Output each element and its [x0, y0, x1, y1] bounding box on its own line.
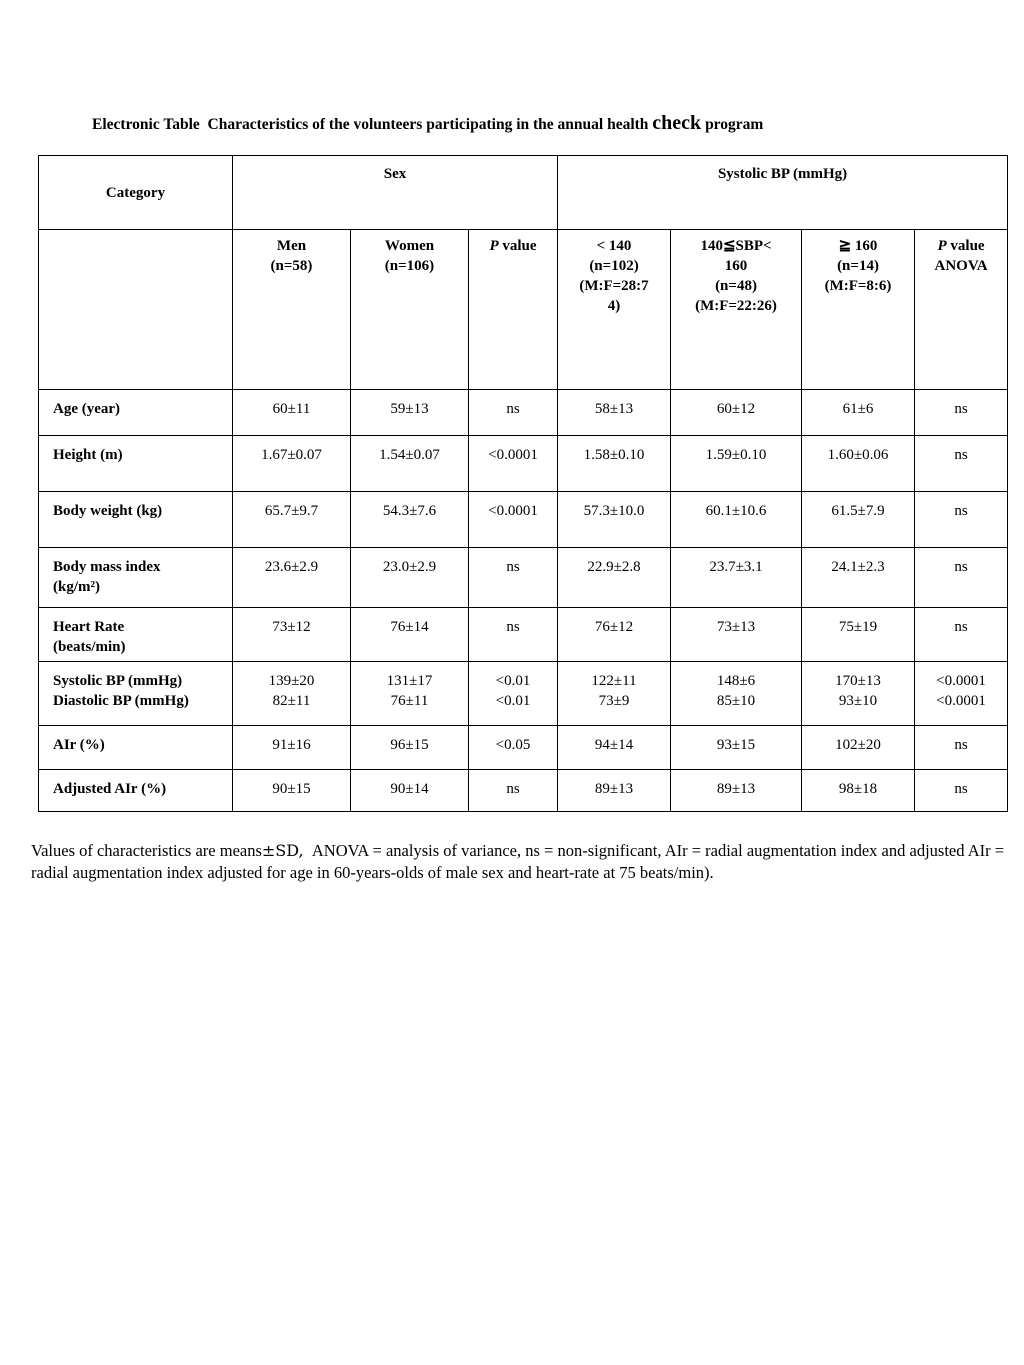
column-header-line [351, 236, 468, 256]
table-row [39, 770, 1008, 812]
cell-value: 170±13 [835, 673, 881, 689]
footnote-part2: ±SD, [261, 841, 304, 860]
column-header-line [671, 256, 801, 276]
column-header-text: Men [276, 238, 307, 254]
table-cell [558, 390, 671, 436]
table-row [39, 492, 1008, 548]
table-cell [671, 390, 802, 436]
column-header [671, 230, 802, 390]
table-cell [351, 662, 469, 726]
cell-value: 23.6±2.9 [264, 559, 319, 575]
table-cell [469, 608, 558, 662]
column-header-row [39, 230, 1008, 390]
row-label [39, 608, 233, 662]
table-cell [558, 770, 671, 812]
row-label-line: AIr (%) [53, 737, 105, 753]
cell-value: 85±10 [716, 693, 756, 709]
row-label-line: Height (m) [53, 447, 123, 463]
table-cell [558, 608, 671, 662]
row-label-line: Body mass index [53, 559, 161, 575]
table-cell [233, 770, 351, 812]
cell-value: ns [954, 401, 968, 417]
cell-value: 73±13 [716, 619, 756, 635]
cell-value: 76±14 [390, 619, 429, 635]
column-header-line [671, 276, 801, 296]
sex-group-header [233, 156, 558, 230]
table-cell [233, 492, 351, 548]
column-header [802, 230, 915, 390]
group-header-row [39, 156, 1008, 230]
cell-value: 60.1±10.6 [705, 503, 767, 519]
row-label-line: Adjusted AIr (%) [53, 781, 167, 797]
column-header-text: (n=48) [715, 278, 757, 294]
cell-value: 122±11 [591, 673, 637, 689]
table-cell [671, 608, 802, 662]
column-header-line [915, 256, 1007, 276]
table-row [39, 390, 1008, 436]
column-header-blank [39, 230, 233, 390]
table-row [39, 726, 1008, 770]
characteristics-table [38, 155, 1008, 812]
column-header [558, 230, 671, 390]
table-cell [671, 548, 802, 608]
column-header-text: < 140 [596, 238, 632, 254]
category-header [39, 156, 233, 230]
cell-value: <0.0001 [488, 503, 538, 519]
cell-value: 82±11 [272, 693, 311, 709]
cell-value: 73±12 [272, 619, 311, 635]
column-header-line [671, 296, 801, 316]
table-cell [802, 390, 915, 436]
cell-value: 58±13 [594, 401, 634, 417]
column-header-text: value [946, 238, 985, 254]
column-header-line [802, 256, 914, 276]
column-header-text: (M:F=28:7 [579, 278, 649, 294]
table-cell [469, 436, 558, 492]
cell-value: ns [506, 401, 520, 417]
table-cell [233, 390, 351, 436]
table-cell [671, 492, 802, 548]
cell-value: 94±14 [594, 737, 634, 753]
table-cell [233, 436, 351, 492]
cell-value: ns [954, 619, 968, 635]
table-cell [351, 726, 469, 770]
cell-value: 131±17 [386, 673, 433, 689]
table-cell [469, 770, 558, 812]
table-cell [802, 436, 915, 492]
cell-value: 54.3±7.6 [382, 503, 437, 519]
title-main: Characteristics of the volunteers participating in the annual health [207, 116, 649, 133]
title-suffix: program [705, 116, 764, 133]
cell-value: <0.01 [495, 673, 531, 689]
row-label-line: Diastolic BP (mmHg) [53, 693, 189, 709]
table-cell [469, 390, 558, 436]
table-cell [915, 726, 1008, 770]
row-label [39, 770, 233, 812]
table-cell [802, 770, 915, 812]
row-label [39, 548, 233, 608]
cell-value: 75±19 [838, 619, 878, 635]
table-cell [915, 662, 1008, 726]
cell-value: 1.67±0.07 [261, 447, 322, 463]
table-cell [351, 390, 469, 436]
cell-value: 93±10 [838, 693, 878, 709]
row-label-line: Heart Rate [53, 619, 125, 635]
cell-value: 91±16 [272, 737, 311, 753]
cell-value: <0.0001 [488, 447, 538, 463]
column-header-italic: P [489, 238, 499, 254]
table-cell [915, 770, 1008, 812]
row-label-line: (beats/min) [53, 639, 126, 655]
table-cell [802, 726, 915, 770]
table-cell [671, 662, 802, 726]
table-cell [802, 492, 915, 548]
column-header-text: (n=102) [589, 258, 639, 274]
column-header [915, 230, 1008, 390]
column-header [469, 230, 558, 390]
cell-value: ns [954, 559, 968, 575]
column-header-italic: P [937, 238, 947, 254]
table-cell [233, 608, 351, 662]
cell-value: 1.54±0.07 [379, 447, 440, 463]
cell-value: 89±13 [594, 781, 634, 797]
column-header-line [802, 276, 914, 296]
footnote-part3: ANOVA = analysis of variance, ns = non-significant, AIr = radial augmentation index and adjusted AIr = radial augmentation index adjusted for age in 60-years-olds of male sex and heart-rate at 75 beats/min). [31, 841, 1005, 882]
cell-value: 61.5±7.9 [831, 503, 885, 519]
table-cell [469, 726, 558, 770]
column-header-text: Women [384, 238, 435, 254]
cell-value: 90±15 [272, 781, 311, 797]
row-label [39, 662, 233, 726]
cell-value: ns [506, 619, 520, 635]
table-cell [802, 548, 915, 608]
column-header [233, 230, 351, 390]
column-header-line [671, 236, 801, 256]
column-header-line [915, 236, 1007, 256]
cell-value: 90±14 [390, 781, 429, 797]
column-header-line [351, 256, 468, 276]
cell-value: 1.58±0.10 [583, 447, 645, 463]
column-header-line [469, 236, 557, 256]
cell-value: <0.05 [495, 737, 531, 753]
cell-value: 76±11 [390, 693, 429, 709]
cell-value: 93±15 [716, 737, 756, 753]
cell-value: 57.3±10.0 [583, 503, 645, 519]
row-label [39, 436, 233, 492]
table-cell [233, 726, 351, 770]
cell-value: 59±13 [390, 401, 429, 417]
title-check-word: check [652, 112, 702, 134]
cell-value: 23.7±3.1 [709, 559, 763, 575]
cell-value: 76±12 [594, 619, 634, 635]
table-cell [233, 662, 351, 726]
cell-value: 60±11 [272, 401, 311, 417]
table-title [92, 112, 992, 135]
category-header-label: Category [105, 184, 166, 201]
table-cell [802, 662, 915, 726]
column-header-text: ANOVA [934, 258, 988, 274]
table-cell [351, 608, 469, 662]
column-header-text: (M:F=8:6) [824, 278, 892, 294]
column-header-line [233, 256, 350, 276]
column-header-text: ≧ 160 [838, 238, 878, 254]
table-cell [671, 436, 802, 492]
column-header-text: 140≦SBP< [700, 238, 772, 254]
table-cell [915, 492, 1008, 548]
table-cell [671, 726, 802, 770]
column-header-text: value [498, 238, 537, 254]
cell-value: 65.7±9.7 [264, 503, 319, 519]
table-cell [802, 608, 915, 662]
cell-value: 1.60±0.06 [827, 447, 889, 463]
cell-value: 61±6 [842, 401, 874, 417]
cell-value: ns [954, 781, 968, 797]
table-cell [915, 548, 1008, 608]
column-header-line [558, 256, 670, 276]
cell-value: ns [506, 559, 520, 575]
title-prefix: Electronic Table [92, 116, 200, 133]
cell-value: ns [954, 737, 968, 753]
cell-value: 24.1±2.3 [831, 559, 885, 575]
cell-value: 1.59±0.10 [705, 447, 767, 463]
row-label-line: Body weight (kg) [53, 503, 163, 519]
cell-value: <0.01 [495, 693, 531, 709]
cell-value: <0.0001 [936, 693, 986, 709]
sbp-group-label: Systolic BP (mmHg) [717, 166, 848, 182]
table-row [39, 662, 1008, 726]
column-header-text: (n=106) [384, 258, 435, 274]
table-cell [671, 770, 802, 812]
cell-value: 102±20 [835, 737, 881, 753]
table-cell [351, 492, 469, 548]
column-header-line [558, 276, 670, 296]
column-header-line [558, 296, 670, 316]
sbp-group-header [558, 156, 1008, 230]
column-header-line [233, 236, 350, 256]
row-label-line: (kg/m²) [53, 579, 100, 595]
table-cell [558, 548, 671, 608]
sex-group-label: Sex [383, 166, 407, 182]
table-cell [558, 436, 671, 492]
column-header [351, 230, 469, 390]
cell-value: ns [506, 781, 520, 797]
table-cell [233, 548, 351, 608]
table-cell [469, 492, 558, 548]
table-cell [351, 548, 469, 608]
column-header-line [558, 236, 670, 256]
column-header-line [802, 236, 914, 256]
cell-value: <0.0001 [936, 673, 986, 689]
column-header-text: (M:F=22:26) [695, 298, 777, 314]
row-label [39, 726, 233, 770]
table-cell [558, 726, 671, 770]
table-cell [915, 608, 1008, 662]
cell-value: 139±20 [268, 673, 315, 689]
column-header-text: 160 [724, 258, 748, 274]
column-header-text: 4) [607, 298, 621, 314]
cell-value: ns [954, 503, 968, 519]
table-row [39, 548, 1008, 608]
table-cell [351, 436, 469, 492]
table-cell [915, 390, 1008, 436]
cell-value: 60±12 [716, 401, 756, 417]
row-label [39, 492, 233, 548]
row-label-line: Age (year) [53, 401, 121, 417]
column-header-text: (n=14) [837, 258, 879, 274]
table-cell [469, 662, 558, 726]
row-label [39, 390, 233, 436]
table-cell [558, 662, 671, 726]
table-cell [915, 436, 1008, 492]
row-label-line: Systolic BP (mmHg) [53, 673, 183, 689]
table-row [39, 608, 1008, 662]
table-row [39, 436, 1008, 492]
cell-value: 73±9 [598, 693, 630, 709]
table-footnote [31, 840, 1021, 884]
table-cell [469, 548, 558, 608]
cell-value: ns [954, 447, 968, 463]
table-cell [351, 770, 469, 812]
cell-value: 96±15 [390, 737, 429, 753]
cell-value: 89±13 [716, 781, 756, 797]
cell-value: 98±18 [838, 781, 878, 797]
column-header-text: (n=58) [270, 258, 313, 274]
cell-value: 22.9±2.8 [587, 559, 641, 575]
table-cell [558, 492, 671, 548]
cell-value: 148±6 [716, 673, 756, 689]
cell-value: 23.0±2.9 [382, 559, 437, 575]
footnote-part1: Values of characteristics are means [31, 841, 262, 860]
